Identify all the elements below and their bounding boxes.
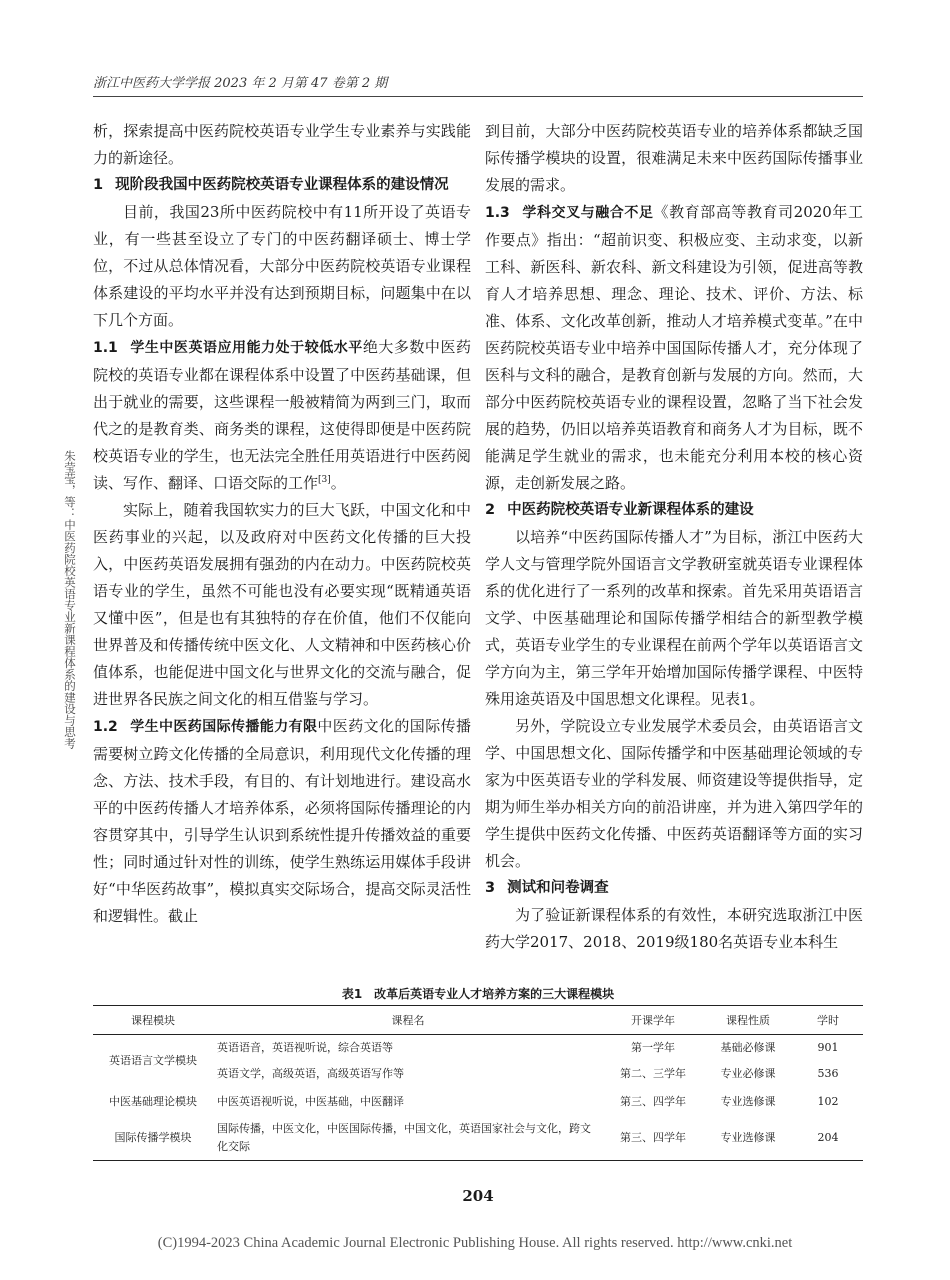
section-3-heading [485,875,863,902]
section-1-paragraph: 目前，我国23所中医药院校中有11所开设了英语专业，有一些甚至设立了专门的中医药翻译硕士、博士学位，不过从总体情况看，大部分中医药院校英语专业课程体系建设的平均水平并没有达到预期目标，问题集中在以下几个方面。 [93,203,471,329]
header-divider [93,96,863,97]
hours-cell: 204 [793,1117,863,1161]
type-cell: 基础必修课 [720,1040,776,1054]
subsection-title: 学科交叉与融合不足 [521,205,654,221]
section-number: 3 [485,880,496,896]
table-header-row [93,1006,863,1035]
subsection-1-1: 1.1 学生中医英语应用能力处于较低水平绝大多数中医药院校的英语专业都在课程体系中设置了中医药基础课，但出于就业的需要，这些课程一般被精简为两到三门，取而代之的是教育类、商务类的课程，这使得即便是中医药院校英语专业的学生，也无法完全胜任用英语进行中医药阅读、写作、翻译、口语交际的工作[3]。 [93,338,471,492]
section-2-paragraph-b: 另外，学院设立专业发展学术委员会，由英语语言文学、中国思想文化、国际传播学和中医基础理论领域的专家为中医英语专业的学科发展、师资建设等提供指导，定期为师生举办相关方向的前沿讲座，并为进入第四学年的学生提供中医药文化传播、中医药英语翻译等方面的实习机会。 [485,717,863,870]
hours-cell: 102 [817,1094,839,1108]
section-2-paragraph-a: 以培养“中医药国际传播人才”为目标，浙江中医药大学人文与管理学院外国语言文学教研室就英语专业课程体系的优化进行了一系列的改革和探索。首先采用英语语言文学、中医基础理论和国际传播学相结合的新型教学模式，英语专业学生的专业课程在前两个学年以英语语言文学方向为主，第三学年开始增加国际传播学课程、中医特殊用途英语及中国思想文化课程。见表1。 [485,528,863,708]
table-row [93,1087,863,1117]
header-cell: 开课学年 [603,1006,703,1035]
citation-ref: [3] [318,475,331,485]
section-number: 1 [93,177,104,193]
intro-paragraph: 析，探索提高中医药院校英语专业学生专业素养与实践能力的新途径。 [93,122,471,167]
header-cell: 学时 [793,1006,863,1035]
module-cell: 国际传播学模块 [93,1117,213,1161]
copyright-notice: (C)1994-2023 China Academic Journal Electronic Publishing House. All rights reserved. http://www.cnki.net [157,1235,793,1251]
type-cell: 专业必修课 [720,1066,776,1080]
subsection-number: 1.3 [485,205,510,221]
section-3-paragraph: 为了验证新课程体系的有效性，本研究选取浙江中医药大学2017、2018、2019级180名英语专业本科生 [485,906,863,951]
hours-cell: 536 [817,1066,839,1080]
course-cell: 英语语音，英语视听说，综合英语等 [217,1040,393,1054]
sidebar-running-title: 朱莹莹，等：中医药院校英语专业新课程体系的建设与思考 [63,450,77,749]
subsection-title: 学生中医药国际传播能力有限 [129,719,318,735]
table-row [93,1117,863,1161]
section-2-heading [485,497,863,524]
section-title: 中医药院校英语专业新课程体系的建设 [507,502,754,518]
course-module-table [93,1005,863,1161]
subsection-number: 1.2 [93,719,118,735]
year-cell: 第一学年 [631,1040,675,1054]
paragraph-soft-power: 实际上，随着我国软实力的巨大飞跃，中国文化和中医药事业的兴起，以及政府对中医药文化传播的巨大投入，中医药英语发展拥有强劲的内在动力。中医药院校英语专业的学生，虽然不可能也没有必要实现“既精通英语又懂中医”，但是也有其独特的存在价值，他们不仅能向世界普及和传播传统中医文化、人文精神和中医药核心价值体系，也能促进中国文化与世界文化的交流与融合，促进世界各民族之间文化的相互借鉴与学习。 [93,501,471,708]
section-number: 2 [485,502,496,518]
subsection-number: 1.1 [93,340,118,356]
table-caption: 表1 改革后英语专业人才培养方案的三大课程模块 [341,987,615,1001]
header-cell: 课程名 [213,1006,603,1035]
type-cell: 专业选修课 [720,1094,776,1108]
journal-header: 浙江中医药大学学报 2023 年 2 月第 47 卷第 2 期 [93,76,388,91]
header-cell: 课程性质 [703,1006,793,1035]
module-cell: 中医基础理论模块 [109,1094,197,1108]
course-cell: 中医英语视听说，中医基础，中医翻译 [217,1094,404,1108]
page-number: 204 [462,1187,494,1205]
module-cell: 英语语言文学模块 [109,1053,197,1067]
subsection-title: 学生中医英语应用能力处于较低水平 [129,340,363,356]
table-row [93,1035,863,1061]
type-cell: 专业选修课 [703,1117,793,1161]
section-title: 测试和问卷调查 [507,880,609,896]
year-cell: 第三、四学年 [620,1094,686,1108]
subsection-1-2 [93,713,471,930]
subsection-1-3 [485,199,863,497]
right-column [485,118,863,956]
course-cell: 英语文学，高级英语，高级英语写作等 [217,1066,404,1080]
course-cell: 国际传播，中医文化，中医国际传播，中国文化，英语国家社会与文化，跨文化交际 [213,1117,603,1161]
section-1-heading [93,172,471,199]
left-column [93,118,471,930]
continued-paragraph: 到目前，大部分中医药院校英语专业的培养体系都缺乏国际传播学模块的设置，很难满足未来中医药国际传播事业发展的需求。 [485,122,863,194]
hours-cell: 901 [817,1040,839,1054]
section-title: 现阶段我国中医药院校英语专业课程体系的建设情况 [115,177,449,193]
year-cell: 第三、四学年 [603,1117,703,1161]
year-cell: 第二、三学年 [620,1066,686,1080]
subsection-text: 《教育部高等教育司2020年工作要点》指出：“超前识变、积极应变、主动求变，以新工科、新医科、新农科、新文科建设为引领，促进高等教育人才培养思想、理念、理论、技术、评价、方法、标准、体系、文化改革创新，推动人才培养模式变革。”在中医药院校英语专业中培养中国国际传播人才，充分体现了医科与文科的融合，是教育创新与发展的方向。然而，大部分中医药院校英语专业的课程设置，忽略了当下社会发展的趋势，仍旧以培养英语教育和商务人才为目标，既不能满足学生就业的需求，也未能充分利用本校的核心资源，走创新发展之路。 [485,203,863,492]
subsection-text: 绝大多数中医药院校的英语专业都在课程体系中设置了中医药基础课，但出于就业的需要，这些课程一般被精简为两到三门，取而代之的是教育类、商务类的课程，这使得即便是中医药院校英语专业的学生，也无法完全胜任用英语进行中医药阅读、写作、翻译、口语交际的工作 [93,338,471,492]
subsection-text: 中医药文化的国际传播需要树立跨文化传播的全局意识，利用现代文化传播的理念、方法、技术手段，有目的、有计划地进行。建设高水平的中医药传播人才培养体系，必须将国际传播理论的内容贯穿其中，引导学生认识到系统性提升传播效益的重要性；同时通过针对性的训练，使学生熟练运用媒体手段讲好“中华医药故事”，模拟真实交际场合，提高交际灵活性和逻辑性。截止 [93,717,471,925]
header-cell: 课程模块 [93,1006,213,1035]
